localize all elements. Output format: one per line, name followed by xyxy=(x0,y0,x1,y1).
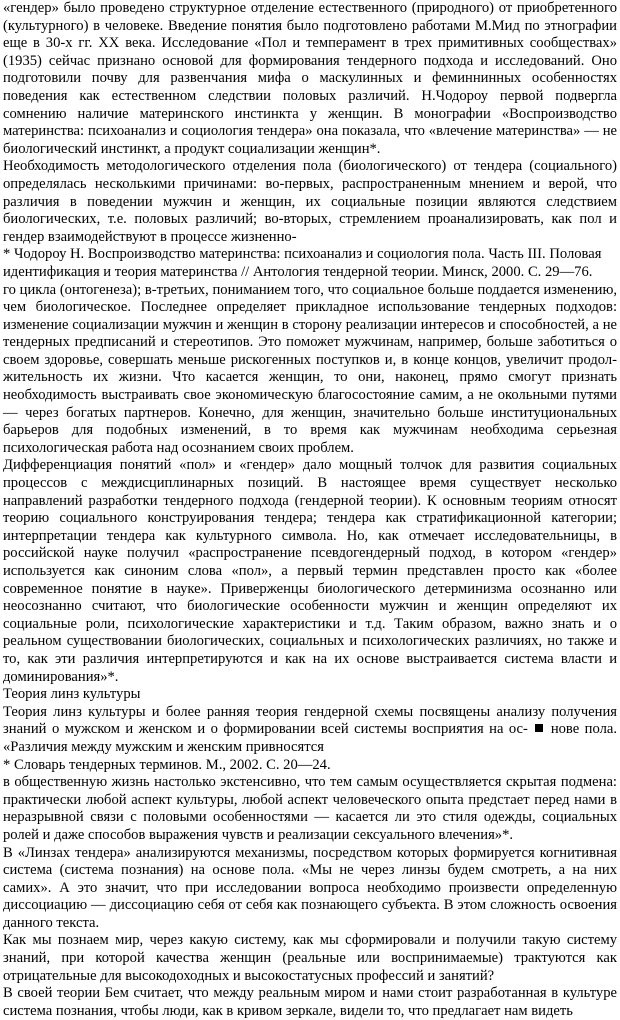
black-square-icon xyxy=(535,724,543,732)
paragraph-lens-theory xyxy=(3,704,617,757)
section-heading-lens-theory: Теория линз культуры xyxy=(3,686,141,703)
paragraph-life-cycle: го цикла (онтогенеза); в-третьих, пониманием того, что социальное больше поддается изменению, чем биологическое. Последнее определяет прикладное использование тендерных подходов: изменение социализации мужчин и женщин в сторону реализации интересов и способностей, а не тендерных предписаний и стереотипов. Это поможет мужчинам, например, больше заботиться о своем здоровье, совершать меньше рискогенных поступков и, в конце концов, увеличит продол-жительность их жизни. Что касается женщин, то они, наконец, прямо смогут признать необходимость выстраивать свое экономическую благосостояние самим, а не окольными путями — через богатых партнеров. Конечно, для женщин, значительно больше институциональных барьеров для подобных изменений, в то время как мужчинам необходима серьезная психологическая работа над осознанием своих проблем. xyxy=(3,281,617,456)
footnote-chodorow: * Чодороу Н. Воспроизводство материнства: психоанализ и социология пола. Часть III. Половая идентификация и теория материнства // Антология тендерной теории. Минск, 2000. С. 29—76. xyxy=(3,246,602,280)
paragraph-how-we-know: Как мы познаем мир, через какую систему, как мы сформировали и получили такую систему знаний, при которой качества женщин (реальные или воспринимаемые) трактуются как отрицательные для высокодоходных и высокостатусных профессий и занятий? xyxy=(3,932,617,984)
paragraph-methodology: Необходимость методологического отделения пола (биологического) от тендера (социального) определялась несколькими причинами: во-первых, распространенным мнением и верой, что различия в поведении мужчин и женщин, их социальные позиции являются следствием биологических, т.е. половых различий; во-вторых, стремлением проанализировать, как пол и гендер взаимодействуют в процессе жизненно- xyxy=(3,158,617,245)
lens-text-before-mark: Теория линз культуры и более ранняя теория гендерной схемы посвящены анализу получения знаний о мужском и женском и о формировании всей системы восприятия на ос- xyxy=(3,703,617,738)
paragraph-social-life: в общественную жизнь настолько экстенсивно, что тем самым осуществляется скрытая подмена: практически любой аспект культуры, любой аспект человеческого опыта предстает перед нами в неразрывной связи с половыми особенностями — касается ли это стиля одежды, социальных ролей и даже способов выражения чувств и реализации сексуального влечения»*. xyxy=(3,774,617,843)
paragraph-gender-intro: «гендер» было проведено структурное отделение естественного (природного) от приобретенного (культурного) в человеке. Введение понятия было подготовлено работами М.Мид по этнографии еще в 30-х гг. XX века. Исследование «Пол и темперамент в трех примитивных сообществах» (1935) сейчас признано основой для формирования тендерного подхода и исследований. Оно подготовили почву для развенчания мифа о маскулинных и феминнинных особенностях поведения как естественном следствии половых различий. Н.Чодороу первой подвергла сомнению наличие материнского инстинкта у женщин. В монографии «Воспроизводство материнства: психоанализ и социология тендера» она показала, что «влечение материнства» — не биологический инстинкт, а продукт социализации женщин*. xyxy=(3,0,617,157)
paragraph-bem-theory: В своей теории Бем считает, что между реальным миром и нами стоит разработанная в культуре система познания, чтобы люди, как в кривом зеркале, видели то, что предлагает нам видеть xyxy=(3,985,617,1019)
paragraph-gender-lenses: В «Линзах тендера» анализируются механизмы, посредством которых формируется когнитивная система (система познания) на основе пола. «Мы не через линзы будем смотреть, а на них самих». А это значит, что при исследовании вопроса необходимо произвести определенную диссоциацию — диссоциацию себя от себя как познающего субъекта. В этом сложность освоения данного текста. xyxy=(3,844,617,931)
paragraph-differentiation: Дифференциация понятий «пол» и «гендер» дало мощный толчок для развития социальных процессов с междисциплинарных позиций. В настоящее время существует несколько направлений разработки тендерного подхода (гендерной теории). К основным теориям относят теорию социального конструирования тендера; тендера как стратификационной категории; интерпретации тендера как культурного символа. Но, как отмечает исследовательницы, в российской науке получил «распространение псевдогендерный подход, в котором «гендер» используется как синоним слова «пол», а первый термин представлен просто как «более современное понятие в науке». Приверженцы биологического детерминизма осознанно или неосознанно считают, что биологические особенности мужчин и женщин определяют их социальные роли, психологические характеристики и т.д. Таким образом, важно знать и о реальном существовании биологических, социальных и психологических различиях, но также и то, как эти различия интерпретируются и как на их основе выстраивается система власти и доминирования»*. xyxy=(3,457,617,685)
lens-text-after-mark: нове пола. «Различия между мужским и женским привносятся xyxy=(3,721,617,755)
footnote-dictionary: * Словарь тендерных терминов. М., 2002. С. 20—24. xyxy=(3,756,331,773)
